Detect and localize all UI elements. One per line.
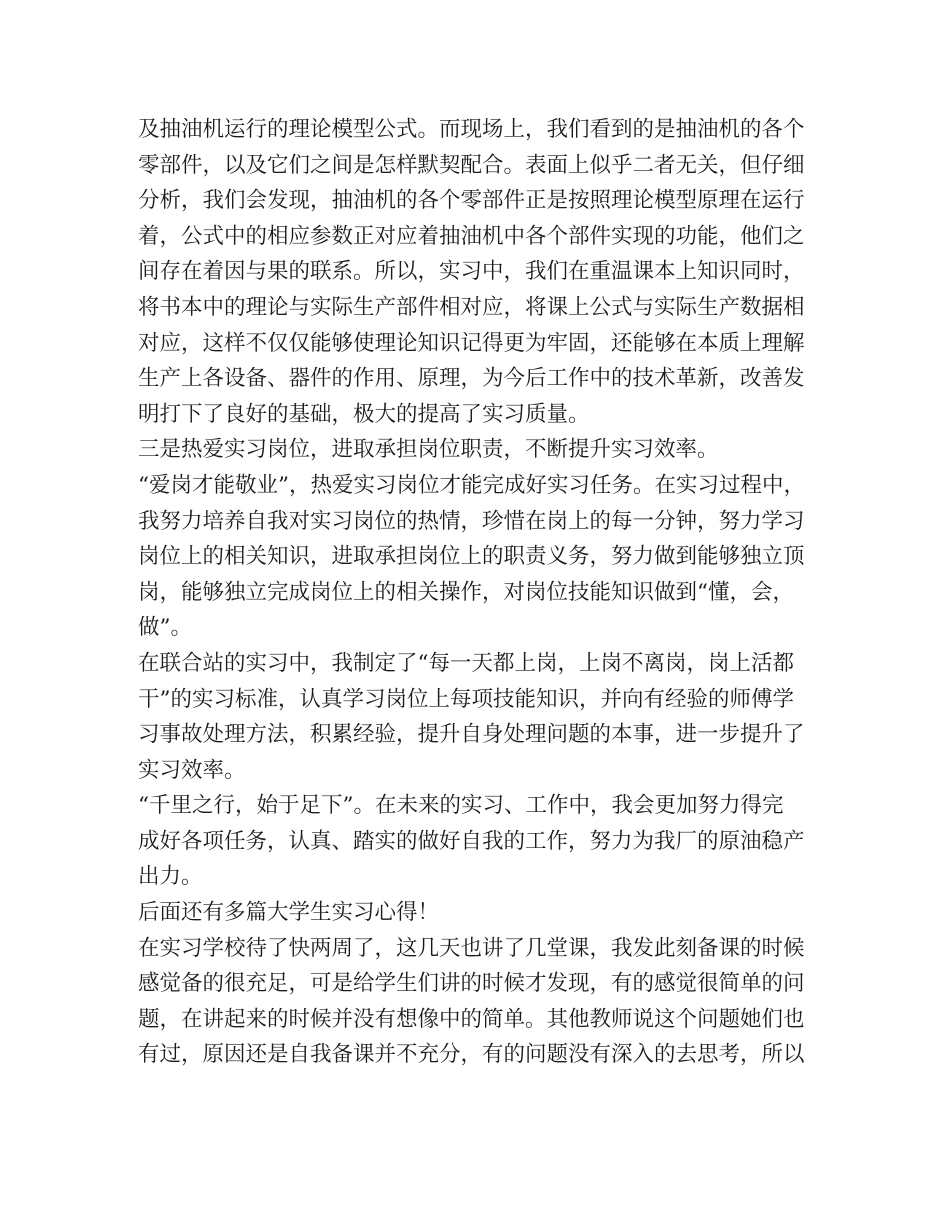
text-line: 及抽油机运行的理论模型公式。而现场上，我们看到的是抽油机的各个 xyxy=(138,117,805,142)
text-line: 习事故处理方法，积累经验，提升自身处理问题的本事，进一步提升了 xyxy=(138,722,805,748)
text-line: 着，公式中的相应参数正对应着抽油机中各个部件实现的功能，他们之 xyxy=(138,223,805,249)
text-line: 题，在讲起来的时候并没有想像中的简单。其他教师说这个问题她们也 xyxy=(138,1006,805,1032)
text-line: 干”的实习标准，认真学习岗位上每项技能知识，并向有经验的师傅学 xyxy=(138,686,794,712)
text-line: 将书本中的理论与实际生产部件相对应，将课上公式与实际生产数据相 xyxy=(138,294,805,320)
text-line: 感觉备的很充足，可是给学生们讲的时候才发现，有的感觉很简单的问 xyxy=(138,971,805,997)
text-line: 对应，这样不仅仅能够使理论知识记得更为牢固，还能够在本质上理解 xyxy=(138,330,805,356)
text-line: 后面还有多篇大学生实习心得！ xyxy=(138,900,440,926)
text-line: 生产上各设备、器件的作用、原理，为今后工作中的技术革新，改善发 xyxy=(138,366,805,392)
text-line: 在实习学校待了快两周了，这几天也讲了几堂课，我发此刻备课的时候 xyxy=(138,935,805,961)
text-line: 实习效率。 xyxy=(138,757,246,783)
text-line: 出力。 xyxy=(138,864,203,890)
body-text xyxy=(138,112,828,1073)
text-line: 有过，原因还是自我备课并不充分，有的问题没有深入的去思考，所以 xyxy=(138,1042,805,1068)
text-line: 明打下了良好的基础，极大的提高了实习质量。 xyxy=(138,401,590,427)
text-line: “千里之行，始于足下”。在未来的实习、工作中，我会更加努力得完 xyxy=(138,793,784,819)
text-line: 分析，我们会发现，抽油机的各个零部件正是按照理论模型原理在运行 xyxy=(138,188,805,214)
text-line: 成好各项任务，认真、踏实的做好自我的工作，努力为我厂的原油稳产 xyxy=(138,828,805,854)
text-line: “爱岗才能敬业”，热爱实习岗位才能完成好实习任务。在实习过程中， xyxy=(138,472,805,498)
text-line: 我努力培养自我对实习岗位的热情，珍惜在岗上的每一分钟，努力学习 xyxy=(138,508,805,534)
text-line: 零部件，以及它们之间是怎样默契配合。表面上似乎二者无关，但仔细 xyxy=(138,152,805,178)
text-line: 在联合站的实习中，我制定了“每一天都上岗，上岗不离岗，岗上活都 xyxy=(138,650,794,676)
text-line: 岗，能够独立完成岗位上的相关操作，对岗位技能知识做到“懂，会， xyxy=(138,579,794,605)
text-line: 做”。 xyxy=(138,615,192,641)
text-line: 岗位上的相关知识，进取承担岗位上的职责义务，努力做到能够独立顶 xyxy=(138,544,805,570)
text-line: 三是热爱实习岗位，进取承担岗位职责，不断提升实习效率。 xyxy=(138,437,719,463)
text-line: 间存在着因与果的联系。所以，实习中，我们在重温课本上知识同时， xyxy=(138,259,805,285)
